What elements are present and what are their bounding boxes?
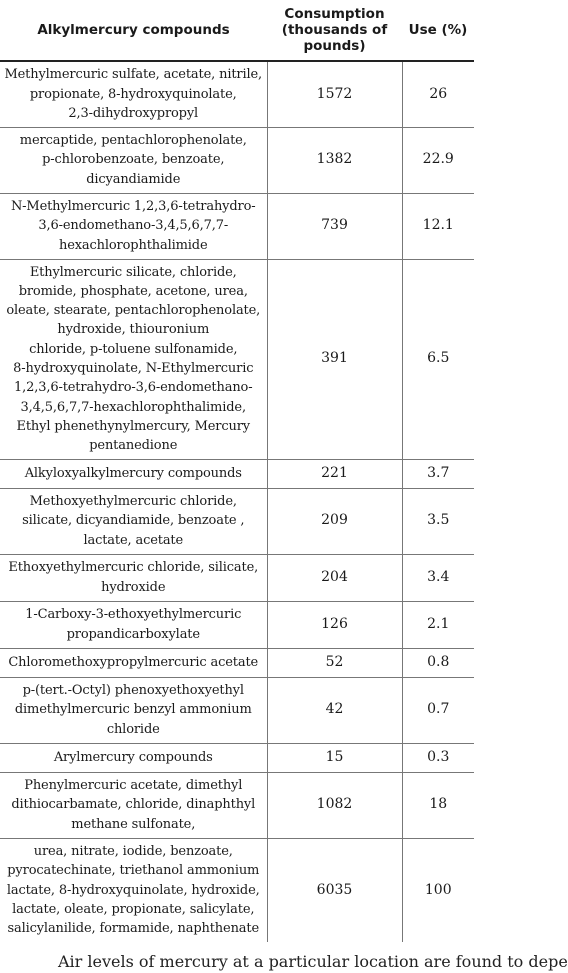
consumption-cell: 221 bbox=[267, 459, 402, 488]
compound-name-line: Arylmercury compounds bbox=[53, 749, 213, 765]
compound-name-line: dithiocarbamate, chloride, dinaphthyl bbox=[11, 797, 256, 813]
table-row bbox=[0, 259, 474, 459]
table-body bbox=[0, 61, 474, 942]
compound-name-line: silicate, dicyandiamide, benzoate , bbox=[22, 513, 245, 529]
table-header bbox=[0, 0, 474, 61]
table-row bbox=[0, 677, 474, 743]
header-compound: Alkylmercury compounds bbox=[0, 0, 267, 61]
compound-name-line: chloride bbox=[106, 721, 160, 737]
compound-name-line: Ethoxyethylmercuric chloride, silicate, bbox=[8, 560, 259, 576]
compound-name-line: urea, nitrate, iodide, benzoate, bbox=[33, 844, 233, 859]
compound-name-line: Chloromethoxypropylmercuric acetate bbox=[8, 654, 259, 670]
compound-name-line: Phenylmercuric acetate, dimethyl bbox=[24, 778, 243, 794]
compound-name-line: pentanedione bbox=[89, 438, 178, 454]
compound-name-line: dimethylmercuric benzyl ammonium bbox=[14, 702, 252, 718]
compound-name-line: 1,2,3,6-tetrahydro-3,6-endomethano- bbox=[14, 380, 253, 396]
table-row bbox=[0, 554, 474, 601]
compound-name-cell bbox=[0, 193, 267, 259]
compound-name-line: Ethyl phenethynylmercury, Mercury bbox=[16, 418, 250, 434]
table-row bbox=[0, 127, 474, 193]
compound-name-line: pyrocatechinate, triethanol ammonium bbox=[7, 863, 260, 879]
compound-name-line: chloride, p-toluene sulfonamide, bbox=[29, 341, 238, 357]
compound-name-cell bbox=[0, 488, 267, 554]
compound-name-line: hexachlorophthalimide bbox=[58, 237, 208, 253]
compound-name-line: 1-Carboxy-3-ethoxyethylmercuric bbox=[25, 607, 242, 623]
use-percent-cell: 0.3 bbox=[402, 743, 474, 772]
consumption-cell: 739 bbox=[267, 193, 402, 259]
compound-name-cell bbox=[0, 554, 267, 601]
compound-name-line: dicyandiamide bbox=[86, 171, 181, 187]
consumption-cell: 1572 bbox=[267, 61, 402, 127]
compound-name-cell bbox=[0, 743, 267, 772]
compound-name-cell bbox=[0, 648, 267, 677]
table-row bbox=[0, 488, 474, 554]
compound-name-cell bbox=[0, 459, 267, 488]
use-percent-cell: 6.5 bbox=[402, 259, 474, 459]
compound-name-line: methane sulfonate, bbox=[71, 816, 196, 832]
compound-name-line: 2,3-dihydroxypropyl bbox=[68, 105, 199, 121]
consumption-cell: 1082 bbox=[267, 772, 402, 838]
compound-name-line: 3,4,5,6,7,7-hexachlorophthalimide, bbox=[20, 399, 246, 415]
use-percent-cell: 3.4 bbox=[402, 554, 474, 601]
use-percent-cell: 100 bbox=[402, 838, 474, 942]
compound-name-line: lactate, acetate bbox=[83, 532, 184, 548]
consumption-cell: 391 bbox=[267, 259, 402, 459]
table-row bbox=[0, 743, 474, 772]
compound-name-line: 8-hydroxyquinolate, N-Ethylmercuric bbox=[13, 361, 254, 376]
header-row bbox=[0, 0, 474, 61]
consumption-cell: 42 bbox=[267, 677, 402, 743]
compound-name-line: Ethylmercuric silicate, chloride, bbox=[29, 264, 237, 280]
body-text-fragment: Air levels of mercury at a particular location are found to depe bbox=[58, 952, 568, 971]
compound-name-line: bromide, phosphate, acetone, urea, bbox=[18, 283, 248, 299]
table-row bbox=[0, 838, 474, 942]
compound-name-line: oleate, stearate, pentachlorophenolate, bbox=[6, 303, 261, 319]
table-row bbox=[0, 648, 474, 677]
compound-name-line: 3,6-endomethano-3,4,5,6,7,7- bbox=[38, 218, 229, 234]
consumption-cell: 204 bbox=[267, 554, 402, 601]
compound-name-cell bbox=[0, 838, 267, 942]
header-consumption bbox=[267, 0, 402, 61]
compound-name-line: propandicarboxylate bbox=[66, 626, 200, 642]
compound-name-cell bbox=[0, 772, 267, 838]
header-consumption-line1: Consumption bbox=[284, 6, 385, 22]
use-percent-cell: 3.5 bbox=[402, 488, 474, 554]
consumption-cell: 209 bbox=[267, 488, 402, 554]
use-percent-cell: 22.9 bbox=[402, 127, 474, 193]
table-row bbox=[0, 61, 474, 127]
consumption-cell: 52 bbox=[267, 648, 402, 677]
use-percent-cell: 2.1 bbox=[402, 601, 474, 648]
table-row bbox=[0, 601, 474, 648]
use-percent-cell: 0.8 bbox=[402, 648, 474, 677]
header-consumption-line2: (thousands of bbox=[281, 22, 388, 38]
table-row bbox=[0, 459, 474, 488]
compound-name-line: lactate, oleate, propionate, salicylate, bbox=[12, 901, 255, 917]
compound-name-cell bbox=[0, 61, 267, 127]
compound-name-line: mercaptide, pentachlorophenolate, bbox=[19, 133, 247, 149]
use-percent-cell: 0.7 bbox=[402, 677, 474, 743]
consumption-cell: 126 bbox=[267, 601, 402, 648]
compound-name-cell bbox=[0, 677, 267, 743]
use-percent-cell: 18 bbox=[402, 772, 474, 838]
compound-name-cell bbox=[0, 601, 267, 648]
consumption-cell: 1382 bbox=[267, 127, 402, 193]
compound-name-cell bbox=[0, 127, 267, 193]
use-percent-cell: 3.7 bbox=[402, 459, 474, 488]
compound-name-line: Methylmercuric sulfate, acetate, nitrile, bbox=[4, 67, 263, 83]
compound-name-line: p-(tert.-Octyl) phenoxyethoxyethyl bbox=[22, 683, 244, 699]
compound-name-line: Alkyloxyalkylmercury compounds bbox=[24, 465, 242, 481]
compound-name-cell bbox=[0, 259, 267, 459]
compound-name-line: hydroxide bbox=[101, 579, 166, 595]
compound-name-line: Methoxyethylmercuric chloride, bbox=[29, 494, 237, 510]
compound-name-line: salicylanilide, formamide, naphthenate bbox=[7, 921, 260, 937]
use-percent-cell: 12.1 bbox=[402, 193, 474, 259]
header-consumption-line3: pounds) bbox=[303, 38, 366, 54]
use-percent-cell: 26 bbox=[429, 85, 448, 102]
compound-name-line: propionate, 8-hydroxyquinolate, bbox=[29, 86, 237, 102]
consumption-cell: 6035 bbox=[267, 838, 402, 942]
table-row bbox=[0, 193, 474, 259]
compound-name-line: hydroxide, thiouronium bbox=[57, 322, 210, 338]
compound-name-line: lactate, 8-hydroxyquinolate, hydroxide, bbox=[6, 882, 260, 898]
compound-name-line: p-chlorobenzoate, benzoate, bbox=[42, 152, 225, 168]
consumption-cell: 15 bbox=[267, 743, 402, 772]
header-use: Use (%) bbox=[402, 0, 474, 61]
table-row bbox=[0, 772, 474, 838]
compound-name-line: N-Methylmercuric 1,2,3,6-tetrahydro- bbox=[10, 199, 256, 215]
